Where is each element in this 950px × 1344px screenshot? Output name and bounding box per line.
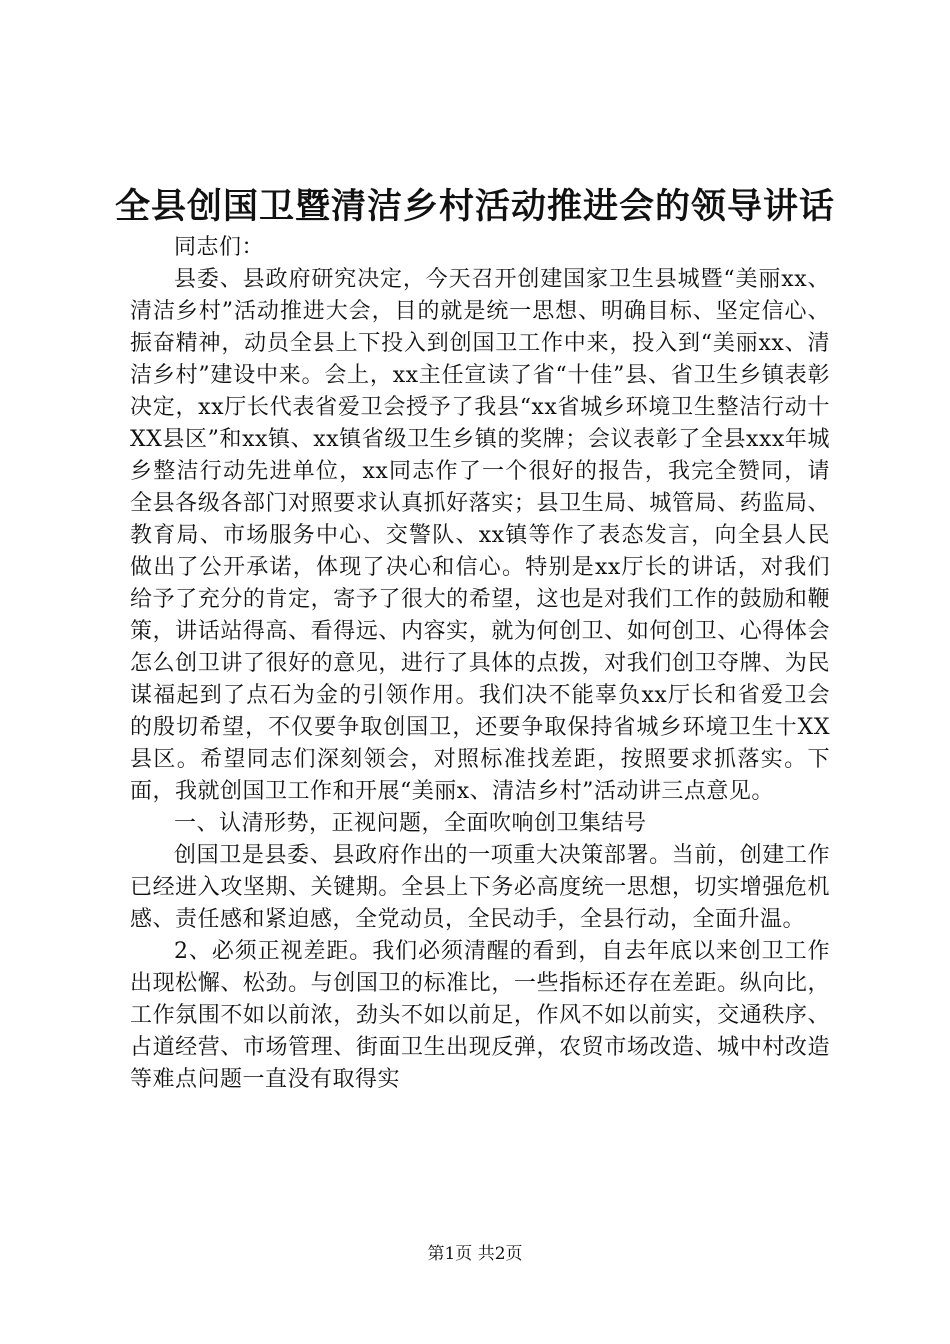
body-paragraph: 创国卫是县委、县政府作出的一项重大决策部署。当前，创建工作已经进入攻坚期、关键期。全县上下务必高度统一思想，切实增强危机感、责任感和紧迫感，全党动员，全民动手，全县行动，全面升温。 <box>130 843 830 932</box>
body-paragraph: 县委、县政府研究决定，今天召开创建国家卫生县城暨“美丽xx、清洁乡村”活动推进大会，目的就是统一思想、明确目标、坚定信心、振奋精神，动员全县上下投入到创国卫工作中来，投入到“美丽xx、清洁乡村”建设中来。会上，xx主任宣读了省“十佳”县、省卫生乡镇表彰决定，xx厅长代表省爱卫会授予了我县“xx省城乡环境卫生整洁行动十XX县区”和xx镇、xx镇省级卫生乡镇的奖牌；会议表彰了全县xxx年城乡整洁行动先进单位，xx同志作了一个很好的报告，我完全赞同，请全县各级各部门对照要求认真抓好落实；县卫生局、城管局、药监局、教育局、市场服务中心、交警队、xx镇等作了表态发言，向全县人民做出了公开承诺，体现了决心和信心。特别是xx厅长的讲话，对我们给予了充分的肯定，寄予了很大的希望，这也是对我们工作的鼓励和鞭策，讲话站得高、看得远、内容实，就为何创卫、如何创卫、心得体会怎么创卫讲了很好的意见，进行了具体的点拨，对我们创卫夺牌、为民谋福起到了点石为金的引领作用。我们决不能辜负xx厅长和省爱卫会的殷切希望，不仅要争取创国卫，还要争取保持省城乡环境卫生十XX县区。希望同志们深刻领会，对照标准找差距，按照要求抓落实。下面，我就创国卫工作和开展“美丽x、清洁乡村”活动讲三点意见。 <box>130 267 830 804</box>
page-footer: 第1页 共2页 <box>427 1244 523 1264</box>
greeting: 同志们： <box>174 235 265 260</box>
body-paragraph: 2、必须正视差距。我们必须清醒的看到，自去年底以来创卫工作出现松懈、松劲。与创国卫的标准比，一些指标还存在差距。纵向比，工作氛围不如以前浓，劲头不如以前足，作风不如以前实，交通秩序、占道经营、市场管理、街面卫生出现反弹，农贸市场改造、城中村改造等难点问题一直没有取得实 <box>130 939 830 1092</box>
section-heading: 一、认清形势，正视问题，全面吹响创卫集结号 <box>174 811 647 836</box>
document-body <box>130 232 830 1096</box>
document-title: 全县创国卫暨清洁乡村活动推进会的领导讲话 <box>114 186 835 227</box>
